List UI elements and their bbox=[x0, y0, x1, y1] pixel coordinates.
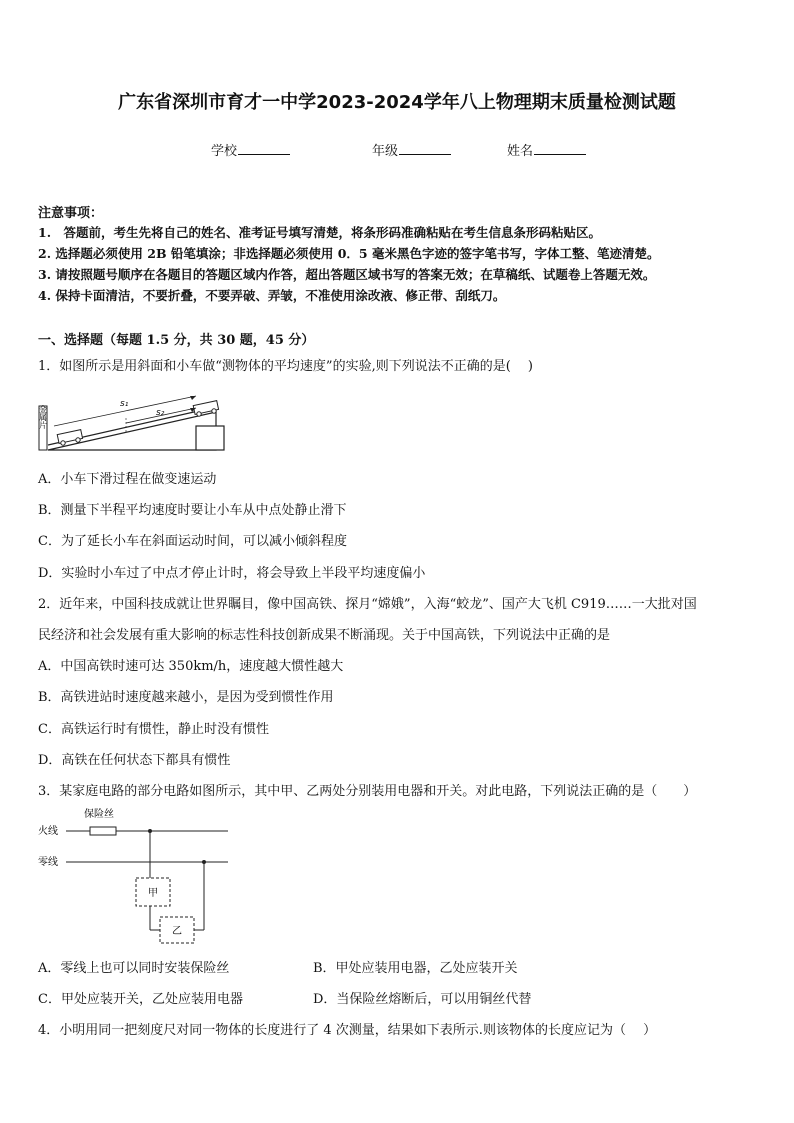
figure-label-jia: 甲 bbox=[148, 888, 158, 899]
notes-heading: 注意事项： bbox=[38, 206, 104, 221]
section-heading: 一、选择题（每题 1.5 分，共 30 题，45 分） bbox=[38, 333, 315, 348]
question-2-option-b[interactable]: B．高铁进站时速度越来越小，是因为受到惯性作用 bbox=[38, 690, 334, 705]
question-1-option-b[interactable]: B．测量下半程平均速度时要让小车从中点处静止滑下 bbox=[38, 503, 347, 518]
question-1-option-d[interactable]: D．实验时小车过了中点才停止计时，将会导致上半段平均速度偏小 bbox=[38, 566, 426, 581]
exam-title: 广东省深圳市育才一中学2023-2024学年八上物理期末质量检测试题 bbox=[118, 92, 676, 113]
question-3-option-a[interactable]: A．零线上也可以同时安装保险丝 bbox=[38, 961, 230, 976]
question-2-option-d[interactable]: D．高铁在任何状态下都具有惯性 bbox=[38, 753, 231, 768]
figure-label-live-wire: 火线 bbox=[38, 826, 58, 837]
school-blank[interactable] bbox=[238, 142, 290, 155]
note-item: 2. 选择题必须使用 2B 铅笔填涂；非选择题必须使用 0．5 毫米黑色字迹的签字笔书写，字体工整、笔迹清楚。 bbox=[38, 246, 660, 261]
name-blank[interactable] bbox=[534, 142, 586, 155]
note-item: 3. 请按照题号顺序在各题目的答题区域内作答，超出答题区域书写的答案无效；在草稿纸、试题卷上答题无效。 bbox=[38, 267, 656, 282]
question-1-stem: 1．如图所示是用斜面和小车做“测物体的平均速度”的实验,则下列说法不正确的是( ) bbox=[38, 359, 533, 374]
question-2-stem-line-1: 2．近年来，中国科技成就让世界瞩目，像中国高铁、探月“嫦娥”，入海“蛟龙”、国产大飞机 C919……一大批对国 bbox=[38, 597, 697, 612]
question-3-option-c[interactable]: C．甲处应装开关，乙处应装用电器 bbox=[38, 992, 243, 1007]
school-label: 学校 bbox=[211, 144, 238, 159]
question-3-option-b[interactable]: B．甲处应装用电器，乙处应装开关 bbox=[313, 961, 518, 976]
question-2-option-a[interactable]: A．中国高铁时速可达 350km/h，速度越大惯性越大 bbox=[38, 659, 344, 674]
name-field bbox=[507, 140, 586, 159]
circuit-figure bbox=[36, 804, 236, 948]
figure-label-s1: s₁ bbox=[120, 399, 129, 409]
grade-field bbox=[372, 140, 451, 159]
name-label: 姓名 bbox=[507, 144, 534, 159]
question-2-option-c[interactable]: C．高铁运行时有惯性，静止时没有惯性 bbox=[38, 722, 269, 737]
incline-figure bbox=[36, 388, 236, 458]
figure-label-yi: 乙 bbox=[172, 926, 182, 937]
figure-label-s2: s₂ bbox=[156, 408, 165, 418]
figure-label-metal-plate: 金属片 bbox=[38, 405, 48, 429]
figure-label-fuse: 保险丝 bbox=[84, 809, 114, 820]
question-4-stem: 4．小明用同一把刻度尺对同一物体的长度进行了 4 次测量，结果如下表所示.则该物体的长度应记为（ ） bbox=[38, 1023, 657, 1038]
question-3-stem: 3．某家庭电路的部分电路如图所示，其中甲、乙两处分别装用电器和开关。对此电路，下列说法正确的是（ ） bbox=[38, 784, 697, 799]
school-field bbox=[211, 140, 290, 159]
grade-label: 年级 bbox=[372, 144, 399, 159]
grade-blank[interactable] bbox=[399, 142, 451, 155]
question-1-option-c[interactable]: C．为了延长小车在斜面运动时间，可以减小倾斜程度 bbox=[38, 534, 347, 549]
question-2-stem-line-2: 民经济和社会发展有重大影响的标志性科技创新成果不断涌现。关于中国高铁，下列说法中正确的是 bbox=[38, 628, 611, 643]
question-1-option-a[interactable]: A．小车下滑过程在做变速运动 bbox=[38, 472, 217, 487]
question-3-option-d[interactable]: D．当保险丝熔断后，可以用铜丝代替 bbox=[313, 992, 532, 1007]
figure-label-neutral-wire: 零线 bbox=[38, 857, 58, 868]
note-item: 4. 保持卡面清洁，不要折叠，不要弄破、弄皱，不准使用涂改液、修正带、刮纸刀。 bbox=[38, 288, 506, 303]
note-item: 1. 答题前，考生先将自己的姓名、准考证号填写清楚，将条形码准确粘贴在考生信息条形码粘贴区。 bbox=[38, 225, 602, 240]
